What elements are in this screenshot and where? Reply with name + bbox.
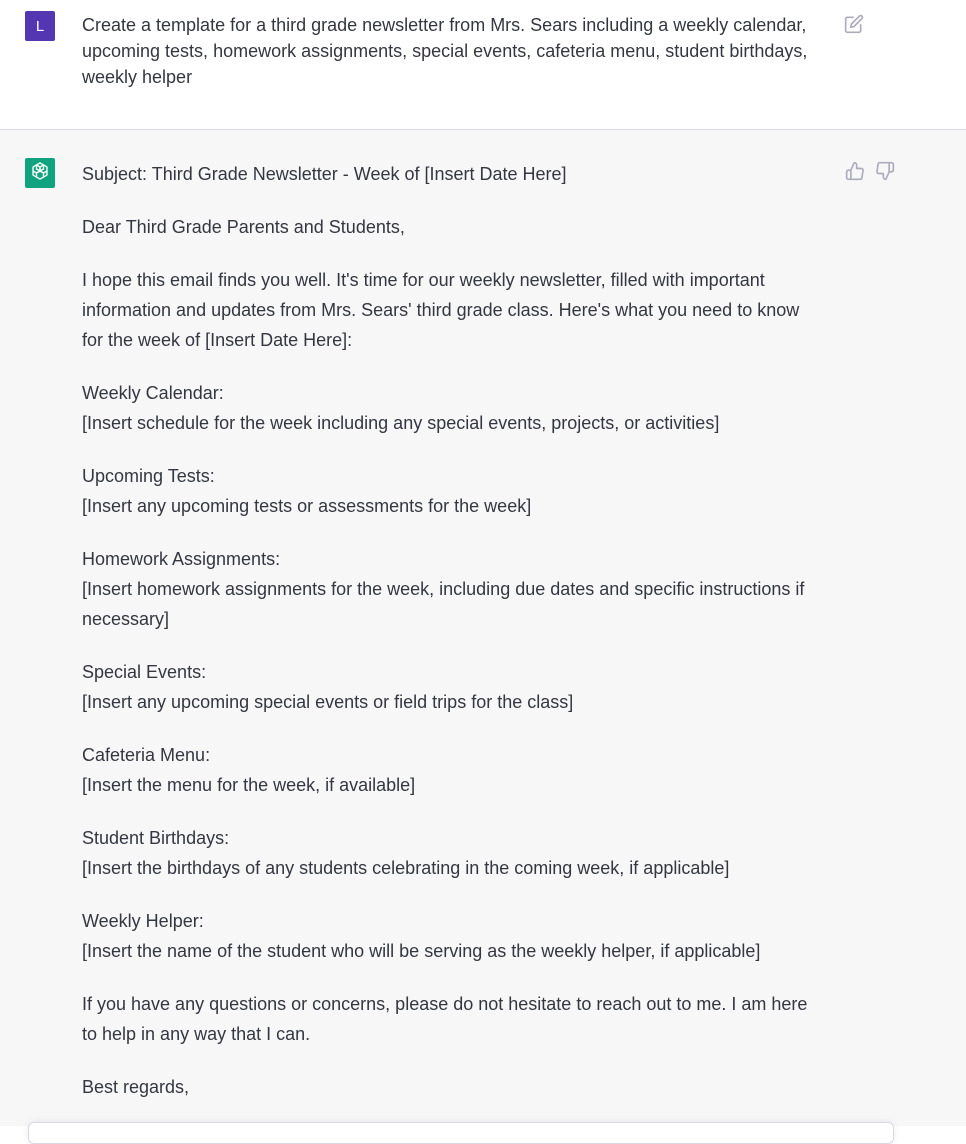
email-greeting: Dear Third Grade Parents and Students, bbox=[82, 217, 405, 237]
user-avatar-letter: L bbox=[35, 17, 45, 35]
thumb-up-icon[interactable] bbox=[845, 161, 865, 181]
section-title: Special Events: bbox=[82, 662, 207, 682]
section-body: [Insert the name of the student who will be serving as the weekly helper, if applicable] bbox=[82, 941, 761, 961]
section-cafeteria-menu bbox=[82, 740, 822, 800]
section-title: Student Birthdays: bbox=[82, 828, 230, 848]
section-homework-assignments bbox=[82, 544, 822, 634]
edit-icon[interactable] bbox=[844, 14, 864, 34]
email-intro: I hope this email finds you well. It's time for our weekly newsletter, filled with important information and updates from Mrs. Sears' third grade class. Here's what you need to know for the week of [Insert Date Here]: bbox=[82, 270, 800, 350]
section-body: [Insert any upcoming tests or assessments for the week] bbox=[82, 496, 532, 516]
assistant-message bbox=[0, 130, 966, 1126]
section-upcoming-tests bbox=[82, 461, 822, 521]
section-weekly-calendar bbox=[82, 378, 822, 438]
section-weekly-helper bbox=[82, 906, 822, 966]
email-subject: Subject: Third Grade Newsletter - Week of [Insert Date Here] bbox=[82, 164, 567, 184]
assistant-message-text bbox=[82, 159, 822, 1125]
section-body: [Insert any upcoming special events or field trips for the class] bbox=[82, 692, 574, 712]
section-body: [Insert homework assignments for the week, including due dates and specific instructions if necessary] bbox=[82, 579, 805, 629]
user-message bbox=[0, 0, 966, 130]
section-body: [Insert schedule for the week including any special events, projects, or activities] bbox=[82, 413, 720, 433]
email-closing: If you have any questions or concerns, please do not hesitate to reach out to me. I am here to help in any way that I can. bbox=[82, 994, 808, 1044]
thumb-down-icon[interactable] bbox=[875, 161, 895, 181]
section-body: [Insert the menu for the week, if available] bbox=[82, 775, 416, 795]
user-avatar bbox=[25, 11, 55, 41]
openai-logo-icon bbox=[29, 160, 51, 187]
email-signoff: Best regards, bbox=[82, 1077, 190, 1097]
section-body: [Insert the birthdays of any students celebrating in the coming week, if applicable] bbox=[82, 858, 730, 878]
section-title: Upcoming Tests: bbox=[82, 466, 215, 486]
section-student-birthdays bbox=[82, 823, 822, 883]
section-title: Weekly Helper: bbox=[82, 911, 204, 931]
section-title: Cafeteria Menu: bbox=[82, 745, 211, 765]
section-title: Homework Assignments: bbox=[82, 549, 281, 569]
user-message-text: Create a template for a third grade newsletter from Mrs. Sears including a weekly calendar, upcoming tests, homework assignments, special events, cafeteria menu, student birthdays, weekly helper bbox=[82, 15, 808, 87]
section-title: Weekly Calendar: bbox=[82, 383, 224, 403]
message-composer[interactable] bbox=[28, 1122, 894, 1144]
assistant-avatar bbox=[25, 158, 55, 188]
section-special-events bbox=[82, 657, 822, 717]
